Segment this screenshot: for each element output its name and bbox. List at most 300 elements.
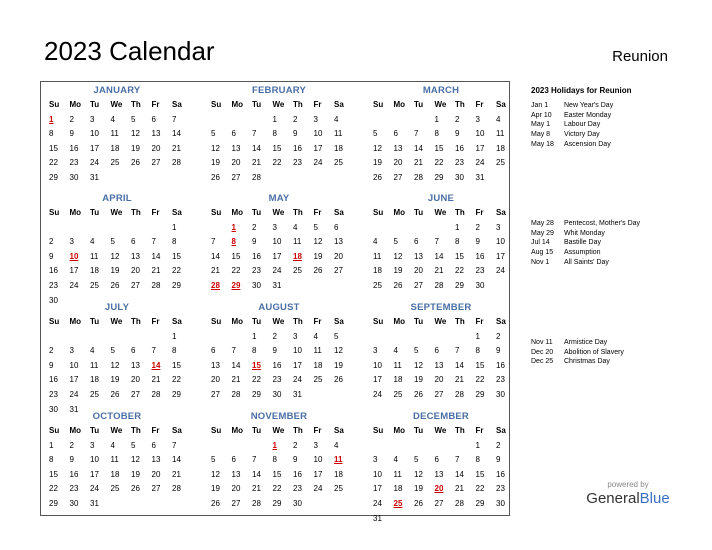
month-name: MAY <box>268 193 290 204</box>
day-cell: 4 <box>393 346 398 356</box>
day-cell: 14 <box>172 455 181 465</box>
weekday-header: Sa <box>334 317 344 326</box>
day-cell: 27 <box>434 389 444 399</box>
holiday-date: May 8 <box>531 131 551 139</box>
day-cell: 24 <box>90 158 99 168</box>
holiday-row <box>531 120 613 130</box>
month-name: JUNE <box>427 193 455 204</box>
day-cell: 2 <box>69 114 74 124</box>
day-cell: 17 <box>293 360 302 370</box>
weekday-header: Su <box>373 208 384 217</box>
day-cell: 30 <box>293 498 302 508</box>
day-cell: 30 <box>496 498 505 508</box>
day-cell: 5 <box>414 346 419 356</box>
region-label: Reunion <box>612 48 668 65</box>
month-name: JANUARY <box>93 85 141 96</box>
day-cell: 30 <box>69 172 79 182</box>
weekday-header: Sa <box>334 208 344 217</box>
day-cell: 23 <box>69 158 79 168</box>
day-cell: 9 <box>496 455 501 465</box>
day-cell: 14 <box>414 143 423 153</box>
day-cell: 20 <box>414 266 423 276</box>
weekday-header: Tu <box>252 100 262 109</box>
month-name: AUGUST <box>258 302 300 313</box>
day-cell: 10 <box>313 455 323 465</box>
empty-cell <box>431 221 452 236</box>
day-cell: 29 <box>272 498 282 508</box>
day-cell: 25 <box>313 375 323 385</box>
holiday-date: Nov 11 <box>531 339 553 346</box>
day-cell: 9 <box>293 129 298 139</box>
empty-cell <box>410 330 431 345</box>
day-cell: 14 <box>211 251 220 261</box>
day-cell: 25 <box>110 484 120 494</box>
day-cell: 10 <box>373 469 382 479</box>
day-cell: 16 <box>293 469 302 479</box>
month-name: JULY <box>104 302 130 313</box>
day-cell: 10 <box>90 455 99 465</box>
weekday-header: Mo <box>231 208 244 217</box>
day-cell: 13 <box>151 129 161 139</box>
day-cell: 21 <box>455 484 464 494</box>
weekday-header: We <box>110 317 123 326</box>
day-cell: 24 <box>293 375 302 385</box>
day-cell: 29 <box>455 280 464 290</box>
month-march <box>369 84 513 186</box>
holiday-day-cell: 14 <box>151 360 161 370</box>
day-cell: 23 <box>69 484 79 494</box>
month-september <box>369 301 513 403</box>
day-cell: 16 <box>49 375 58 385</box>
weekday-header: Mo <box>393 426 406 435</box>
day-cell: 22 <box>434 158 444 168</box>
day-cell: 30 <box>272 389 282 399</box>
weekday-header: Mo <box>393 208 406 217</box>
day-cell: 26 <box>131 484 140 494</box>
empty-cell <box>369 439 390 454</box>
day-cell: 17 <box>272 251 282 261</box>
day-cell: 23 <box>293 158 302 168</box>
empty-cell <box>86 330 107 345</box>
day-cell: 14 <box>455 360 464 370</box>
month-name: APRIL <box>102 193 132 204</box>
weekday-header: We <box>110 426 123 435</box>
day-cell: 15 <box>172 360 181 370</box>
empty-cell <box>390 221 411 236</box>
day-cell: 3 <box>373 346 378 356</box>
day-cell: 7 <box>151 346 156 356</box>
weekday-header: We <box>110 100 123 109</box>
day-cell: 26 <box>414 498 423 508</box>
day-cell: 13 <box>334 237 343 247</box>
empty-cell <box>248 439 269 454</box>
day-cell: 24 <box>313 158 323 168</box>
day-cell: 5 <box>131 440 136 450</box>
day-cell: 1 <box>475 331 480 341</box>
day-cell: 7 <box>231 346 236 356</box>
weekday-header: Su <box>211 208 222 217</box>
day-cell: 6 <box>131 346 136 356</box>
day-cell: 4 <box>373 237 378 247</box>
day-cell: 22 <box>49 158 58 168</box>
holidays-title: 2023 Holidays for Reunion <box>531 86 632 95</box>
weekday-header: Th <box>131 317 141 326</box>
day-cell: 28 <box>231 389 241 399</box>
empty-cell <box>207 439 228 454</box>
day-cell: 23 <box>49 280 58 290</box>
day-cell: 16 <box>475 251 485 261</box>
empty-cell <box>107 330 128 345</box>
holiday-name: All Saints' Day <box>564 258 609 266</box>
weekday-header: Mo <box>393 317 406 326</box>
day-cell: 9 <box>455 129 460 139</box>
day-cell: 20 <box>151 143 161 153</box>
day-cell: 6 <box>231 455 236 465</box>
day-cell: 8 <box>475 455 480 465</box>
weekday-header: Tu <box>252 208 262 217</box>
holiday-group <box>531 219 640 267</box>
day-cell: 17 <box>69 375 79 385</box>
day-cell: 18 <box>90 266 99 276</box>
day-cell: 19 <box>131 143 140 153</box>
day-cell: 7 <box>414 129 419 139</box>
weekday-header: Th <box>131 426 141 435</box>
day-cell: 3 <box>475 114 480 124</box>
weekday-header: Th <box>131 208 141 217</box>
day-cell: 17 <box>90 469 99 479</box>
weekday-header: Fr <box>151 100 160 109</box>
holiday-name: Bastille Day <box>564 239 601 247</box>
weekday-header: Fr <box>151 208 160 217</box>
day-cell: 14 <box>455 469 464 479</box>
day-cell: 26 <box>414 389 423 399</box>
day-cell: 31 <box>90 172 99 182</box>
holiday-name: Pentecost, Mother's Day <box>564 220 641 227</box>
day-cell: 12 <box>414 469 423 479</box>
day-cell: 26 <box>373 172 382 182</box>
day-cell: 4 <box>496 114 501 124</box>
holiday-day-cell: 10 <box>69 251 79 261</box>
day-cell: 26 <box>211 498 220 508</box>
day-cell: 16 <box>496 360 505 370</box>
day-cell: 11 <box>313 346 322 356</box>
holiday-row <box>531 338 624 348</box>
day-cell: 15 <box>272 469 282 479</box>
day-cell: 18 <box>110 143 120 153</box>
day-cell: 3 <box>272 222 277 232</box>
day-cell: 12 <box>110 360 120 370</box>
day-cell: 27 <box>334 266 343 276</box>
weekday-header: Sa <box>172 317 182 326</box>
month-december <box>369 410 513 526</box>
holiday-day-cell: 1 <box>231 222 236 232</box>
day-cell: 10 <box>69 360 79 370</box>
holiday-name: Ascension Day <box>564 140 611 148</box>
month-may <box>207 192 351 294</box>
month-name: OCTOBER <box>92 411 142 422</box>
day-cell: 12 <box>211 469 220 479</box>
day-cell: 15 <box>49 143 58 153</box>
holiday-name: Armistice Day <box>564 339 608 346</box>
day-cell: 20 <box>231 158 241 168</box>
day-cell: 12 <box>131 455 140 465</box>
weekday-header: Fr <box>475 426 484 435</box>
weekday-header: Su <box>49 208 60 217</box>
day-cell: 1 <box>455 222 460 232</box>
empty-cell <box>369 113 390 128</box>
weekday-header: Su <box>211 426 222 435</box>
day-cell: 8 <box>172 346 177 356</box>
month-july <box>45 301 189 417</box>
day-cell: 13 <box>434 360 444 370</box>
day-cell: 8 <box>49 129 54 139</box>
day-cell: 26 <box>131 158 140 168</box>
month-february <box>207 84 351 186</box>
day-cell: 14 <box>434 251 444 261</box>
day-cell: 30 <box>69 498 79 508</box>
day-cell: 11 <box>334 129 343 139</box>
day-cell: 6 <box>151 114 156 124</box>
weekday-header: Mo <box>69 100 82 109</box>
holiday-row <box>531 357 624 367</box>
brand-logo <box>584 480 672 507</box>
day-cell: 27 <box>131 389 140 399</box>
day-cell: 20 <box>151 469 161 479</box>
weekday-header: Tu <box>414 426 424 435</box>
page-title: 2023 Calendar <box>44 36 215 66</box>
holiday-day-cell: 1 <box>49 114 54 124</box>
day-cell: 17 <box>90 143 99 153</box>
day-cell: 11 <box>393 469 402 479</box>
day-cell: 16 <box>49 266 58 276</box>
weekday-header: We <box>434 208 447 217</box>
day-cell: 15 <box>455 251 464 261</box>
empty-cell <box>369 221 390 236</box>
empty-cell <box>410 439 431 454</box>
holiday-date: May 28 <box>531 220 554 227</box>
month-august <box>207 301 351 403</box>
day-cell: 23 <box>496 484 505 494</box>
weekday-header: We <box>272 208 285 217</box>
month-name: MARCH <box>422 85 460 96</box>
day-cell: 13 <box>414 251 423 261</box>
day-cell: 28 <box>151 280 161 290</box>
holiday-row <box>531 130 613 140</box>
day-cell: 2 <box>293 440 298 450</box>
day-cell: 18 <box>110 469 120 479</box>
day-cell: 7 <box>211 237 216 247</box>
day-cell: 16 <box>272 360 282 370</box>
month-grid <box>207 315 351 403</box>
day-cell: 19 <box>414 484 423 494</box>
day-cell: 9 <box>293 455 298 465</box>
weekday-header: Mo <box>231 100 244 109</box>
empty-cell <box>390 113 411 128</box>
day-cell: 21 <box>252 484 261 494</box>
day-cell: 13 <box>393 143 403 153</box>
month-grid <box>45 315 189 417</box>
day-cell: 22 <box>252 375 261 385</box>
day-cell: 5 <box>110 237 115 247</box>
day-cell: 29 <box>252 389 261 399</box>
weekday-header: Sa <box>334 426 344 435</box>
day-cell: 27 <box>414 280 423 290</box>
month-name: SEPTEMBER <box>410 302 472 313</box>
day-cell: 25 <box>334 484 343 494</box>
empty-cell <box>390 439 411 454</box>
day-cell: 4 <box>90 346 95 356</box>
empty-cell <box>45 221 66 236</box>
weekday-header: Fr <box>313 317 322 326</box>
day-cell: 2 <box>252 222 257 232</box>
empty-cell <box>207 221 228 236</box>
day-cell: 31 <box>475 172 485 182</box>
weekday-header: Sa <box>496 208 506 217</box>
day-cell: 11 <box>373 251 382 261</box>
empty-cell <box>107 221 128 236</box>
holiday-row <box>531 219 640 229</box>
day-cell: 6 <box>231 129 236 139</box>
weekday-header: We <box>272 317 285 326</box>
empty-cell <box>66 330 87 345</box>
holiday-row <box>531 111 613 121</box>
weekday-header: Th <box>293 426 303 435</box>
day-cell: 11 <box>393 360 402 370</box>
day-cell: 14 <box>252 143 261 153</box>
weekday-header: We <box>434 426 447 435</box>
empty-cell <box>45 330 66 345</box>
weekday-header: Sa <box>496 426 506 435</box>
day-cell: 21 <box>172 469 181 479</box>
month-grid <box>207 424 351 512</box>
day-cell: 19 <box>313 251 323 261</box>
weekday-header: Sa <box>496 317 506 326</box>
day-cell: 5 <box>373 129 378 139</box>
day-cell: 1 <box>49 440 54 450</box>
day-cell: 25 <box>90 389 99 399</box>
weekday-header: Fr <box>313 100 322 109</box>
weekday-header: Fr <box>313 426 322 435</box>
month-name: NOVEMBER <box>250 411 308 422</box>
day-cell: 8 <box>272 455 277 465</box>
day-cell: 19 <box>393 266 403 276</box>
day-cell: 20 <box>231 484 241 494</box>
day-cell: 4 <box>90 237 95 247</box>
day-cell: 5 <box>334 331 339 341</box>
day-cell: 21 <box>151 375 161 385</box>
empty-cell <box>148 221 169 236</box>
day-cell: 18 <box>334 143 343 153</box>
day-cell: 21 <box>252 158 261 168</box>
holiday-date: Dec 25 <box>531 358 554 366</box>
day-cell: 7 <box>151 237 156 247</box>
day-cell: 2 <box>496 440 501 450</box>
day-cell: 10 <box>90 129 99 139</box>
day-cell: 30 <box>455 172 464 182</box>
weekday-header: Sa <box>172 426 182 435</box>
day-cell: 5 <box>131 114 136 124</box>
day-cell: 8 <box>172 237 177 247</box>
day-cell: 3 <box>69 346 74 356</box>
day-cell: 15 <box>231 251 241 261</box>
day-cell: 24 <box>373 498 382 508</box>
day-cell: 8 <box>272 129 277 139</box>
day-cell: 20 <box>434 375 444 385</box>
day-cell: 28 <box>172 158 181 168</box>
day-cell: 23 <box>293 484 302 494</box>
day-cell: 19 <box>414 375 423 385</box>
day-cell: 23 <box>272 375 282 385</box>
day-cell: 12 <box>211 143 220 153</box>
day-cell: 7 <box>455 455 460 465</box>
empty-cell <box>451 330 472 345</box>
day-cell: 6 <box>131 237 136 247</box>
day-cell: 13 <box>434 469 444 479</box>
day-cell: 22 <box>272 158 282 168</box>
empty-cell <box>410 221 431 236</box>
day-cell: 19 <box>131 469 140 479</box>
day-cell: 10 <box>373 360 382 370</box>
month-november <box>207 410 351 512</box>
day-cell: 20 <box>131 266 140 276</box>
holiday-date: May 29 <box>531 229 554 237</box>
day-cell: 23 <box>455 158 464 168</box>
calendar-panel <box>40 81 510 523</box>
empty-cell <box>127 330 148 345</box>
day-cell: 12 <box>313 237 323 247</box>
day-cell: 15 <box>434 143 444 153</box>
month-grid <box>45 98 189 186</box>
day-cell: 7 <box>172 114 177 124</box>
day-cell: 29 <box>172 389 181 399</box>
day-cell: 13 <box>131 360 140 370</box>
day-cell: 3 <box>69 237 74 247</box>
day-cell: 9 <box>272 346 277 356</box>
day-cell: 29 <box>49 172 58 182</box>
weekday-header: Th <box>131 100 141 109</box>
empty-cell <box>66 221 87 236</box>
day-cell: 21 <box>414 158 423 168</box>
day-cell: 22 <box>475 375 485 385</box>
day-cell: 27 <box>393 172 403 182</box>
day-cell: 3 <box>313 114 318 124</box>
day-cell: 2 <box>49 237 54 247</box>
day-cell: 25 <box>373 280 382 290</box>
day-cell: 4 <box>334 114 339 124</box>
day-cell: 28 <box>172 484 181 494</box>
day-cell: 27 <box>131 280 140 290</box>
empty-cell <box>369 330 390 345</box>
day-cell: 25 <box>334 158 343 168</box>
day-cell: 28 <box>434 280 444 290</box>
day-cell: 15 <box>49 469 58 479</box>
weekday-header: Tu <box>252 426 262 435</box>
day-cell: 16 <box>69 469 79 479</box>
day-cell: 18 <box>90 375 99 385</box>
day-cell: 8 <box>475 346 480 356</box>
day-cell: 27 <box>151 158 161 168</box>
day-cell: 24 <box>496 266 505 276</box>
month-april <box>45 192 189 308</box>
day-cell: 3 <box>313 440 318 450</box>
weekday-header: Su <box>373 317 384 326</box>
holiday-group <box>531 338 624 367</box>
weekday-header: We <box>434 317 447 326</box>
day-cell: 24 <box>272 266 282 276</box>
day-cell: 20 <box>334 251 343 261</box>
day-cell: 29 <box>475 498 485 508</box>
day-cell: 10 <box>475 129 485 139</box>
